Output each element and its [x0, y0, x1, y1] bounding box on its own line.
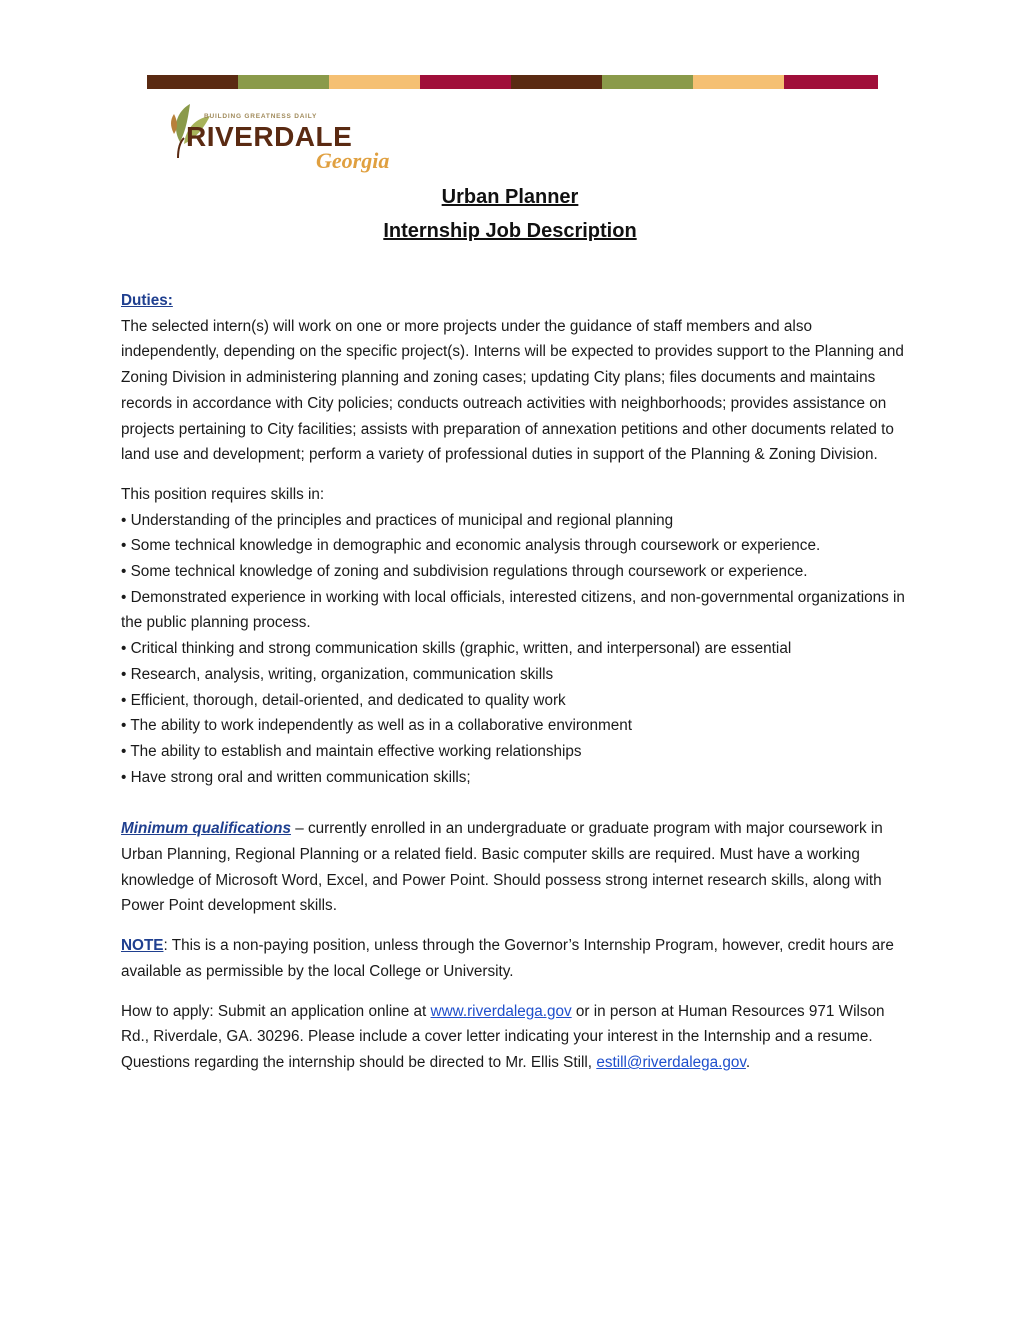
bar-segment	[784, 75, 878, 89]
skill-item: • Have strong oral and written communication skills;	[121, 768, 471, 786]
skill-item: • Demonstrated experience in working with local officials, interested citizens, and non-governmental organizations in the public planning process.	[121, 588, 905, 632]
website-link[interactable]: www.riverdalega.gov	[430, 1002, 572, 1020]
min-qual-label: Minimum qualifications	[121, 820, 291, 838]
bar-segment	[511, 75, 602, 89]
bar-segment	[329, 75, 420, 89]
skill-item: • Some technical knowledge in demographic and economic analysis through coursework or experience.	[121, 537, 821, 555]
skill-item: • Research, analysis, writing, organization, communication skills	[121, 665, 554, 683]
apply-text-1: How to apply: Submit an application online at	[121, 1002, 431, 1020]
skill-item: • The ability to establish and maintain effective working relationships	[121, 742, 582, 760]
logo-name: RIVERDALE	[186, 121, 353, 152]
page-subtitle: Internship Job Description	[383, 220, 637, 242]
bar-segment	[147, 75, 238, 89]
bar-segment	[602, 75, 693, 89]
document-body	[121, 288, 911, 1076]
bar-segment	[420, 75, 511, 89]
note-label: NOTE	[121, 937, 164, 955]
duties-text: The selected intern(s) will work on one or more projects under the guidance of staff members and also independently, depending on the specific project(s). Interns will be expected to provides support to the Planning and Zoning Division in administering planning and zoning cases; updating City plans; files documents and maintains records in accordance with City policies; conducts outreach activities with neighborhoods; provides assistance on projects pertaining to City facilities; assists with preparation of annexation petitions and other documents related to land use and development; perform a variety of professional duties in support of the Planning & Zoning Division.	[121, 317, 904, 464]
bar-segment	[693, 75, 784, 89]
title-block	[0, 180, 1020, 248]
header-color-bar	[147, 75, 878, 89]
duties-heading: Duties:	[121, 292, 173, 309]
note-paragraph	[121, 933, 911, 984]
min-qual-text: – currently enrolled in an undergraduate or graduate program with major coursework in Urban Planning, Regional Planning or a related field. Basic computer skills are required. Must have a working knowledge of Microsoft Word, Excel, and Power Point. Should possess strong internet research skills, along with Power Point development skills.	[121, 820, 883, 915]
apply-text-3: .	[745, 1053, 751, 1071]
skill-item: • Efficient, thorough, detail-oriented, and dedicated to quality work	[121, 691, 566, 709]
apply-paragraph	[121, 999, 911, 1076]
skill-item: • Critical thinking and strong communication skills (graphic, written, and interpersonal) are essential	[121, 640, 792, 658]
skills-intro: This position requires skills in:	[121, 485, 325, 503]
bar-segment	[238, 75, 329, 89]
logo-state: Georgia	[316, 148, 390, 173]
page-title: Urban Planner	[441, 186, 579, 208]
skill-item: • Understanding of the principles and practices of municipal and regional planning	[121, 511, 674, 529]
apply-text-2: or in person at Human Resources 971 Wilson Rd., Riverdale, GA. 30296. Please include a cover letter indicating your interest in the Internship and a resume. Questions regarding the internship should be directed to Mr. Ellis Still,	[121, 1002, 885, 1071]
note-text: : This is a non-paying position, unless through the Governor’s Internship Program, however, credit hours are available as permissible by the local College or University.	[121, 937, 894, 980]
email-link[interactable]: estill@riverdalega.gov	[596, 1053, 746, 1071]
skill-item: • Some technical knowledge of zoning and subdivision regulations through coursework or experience.	[121, 563, 808, 581]
minimum-qualifications	[121, 816, 911, 919]
logo-tagline: BUILDING GREATNESS DAILY	[204, 113, 318, 120]
riverdale-logo	[168, 98, 418, 178]
skill-item: • The ability to work independently as well as in a collaborative environment	[121, 717, 632, 735]
